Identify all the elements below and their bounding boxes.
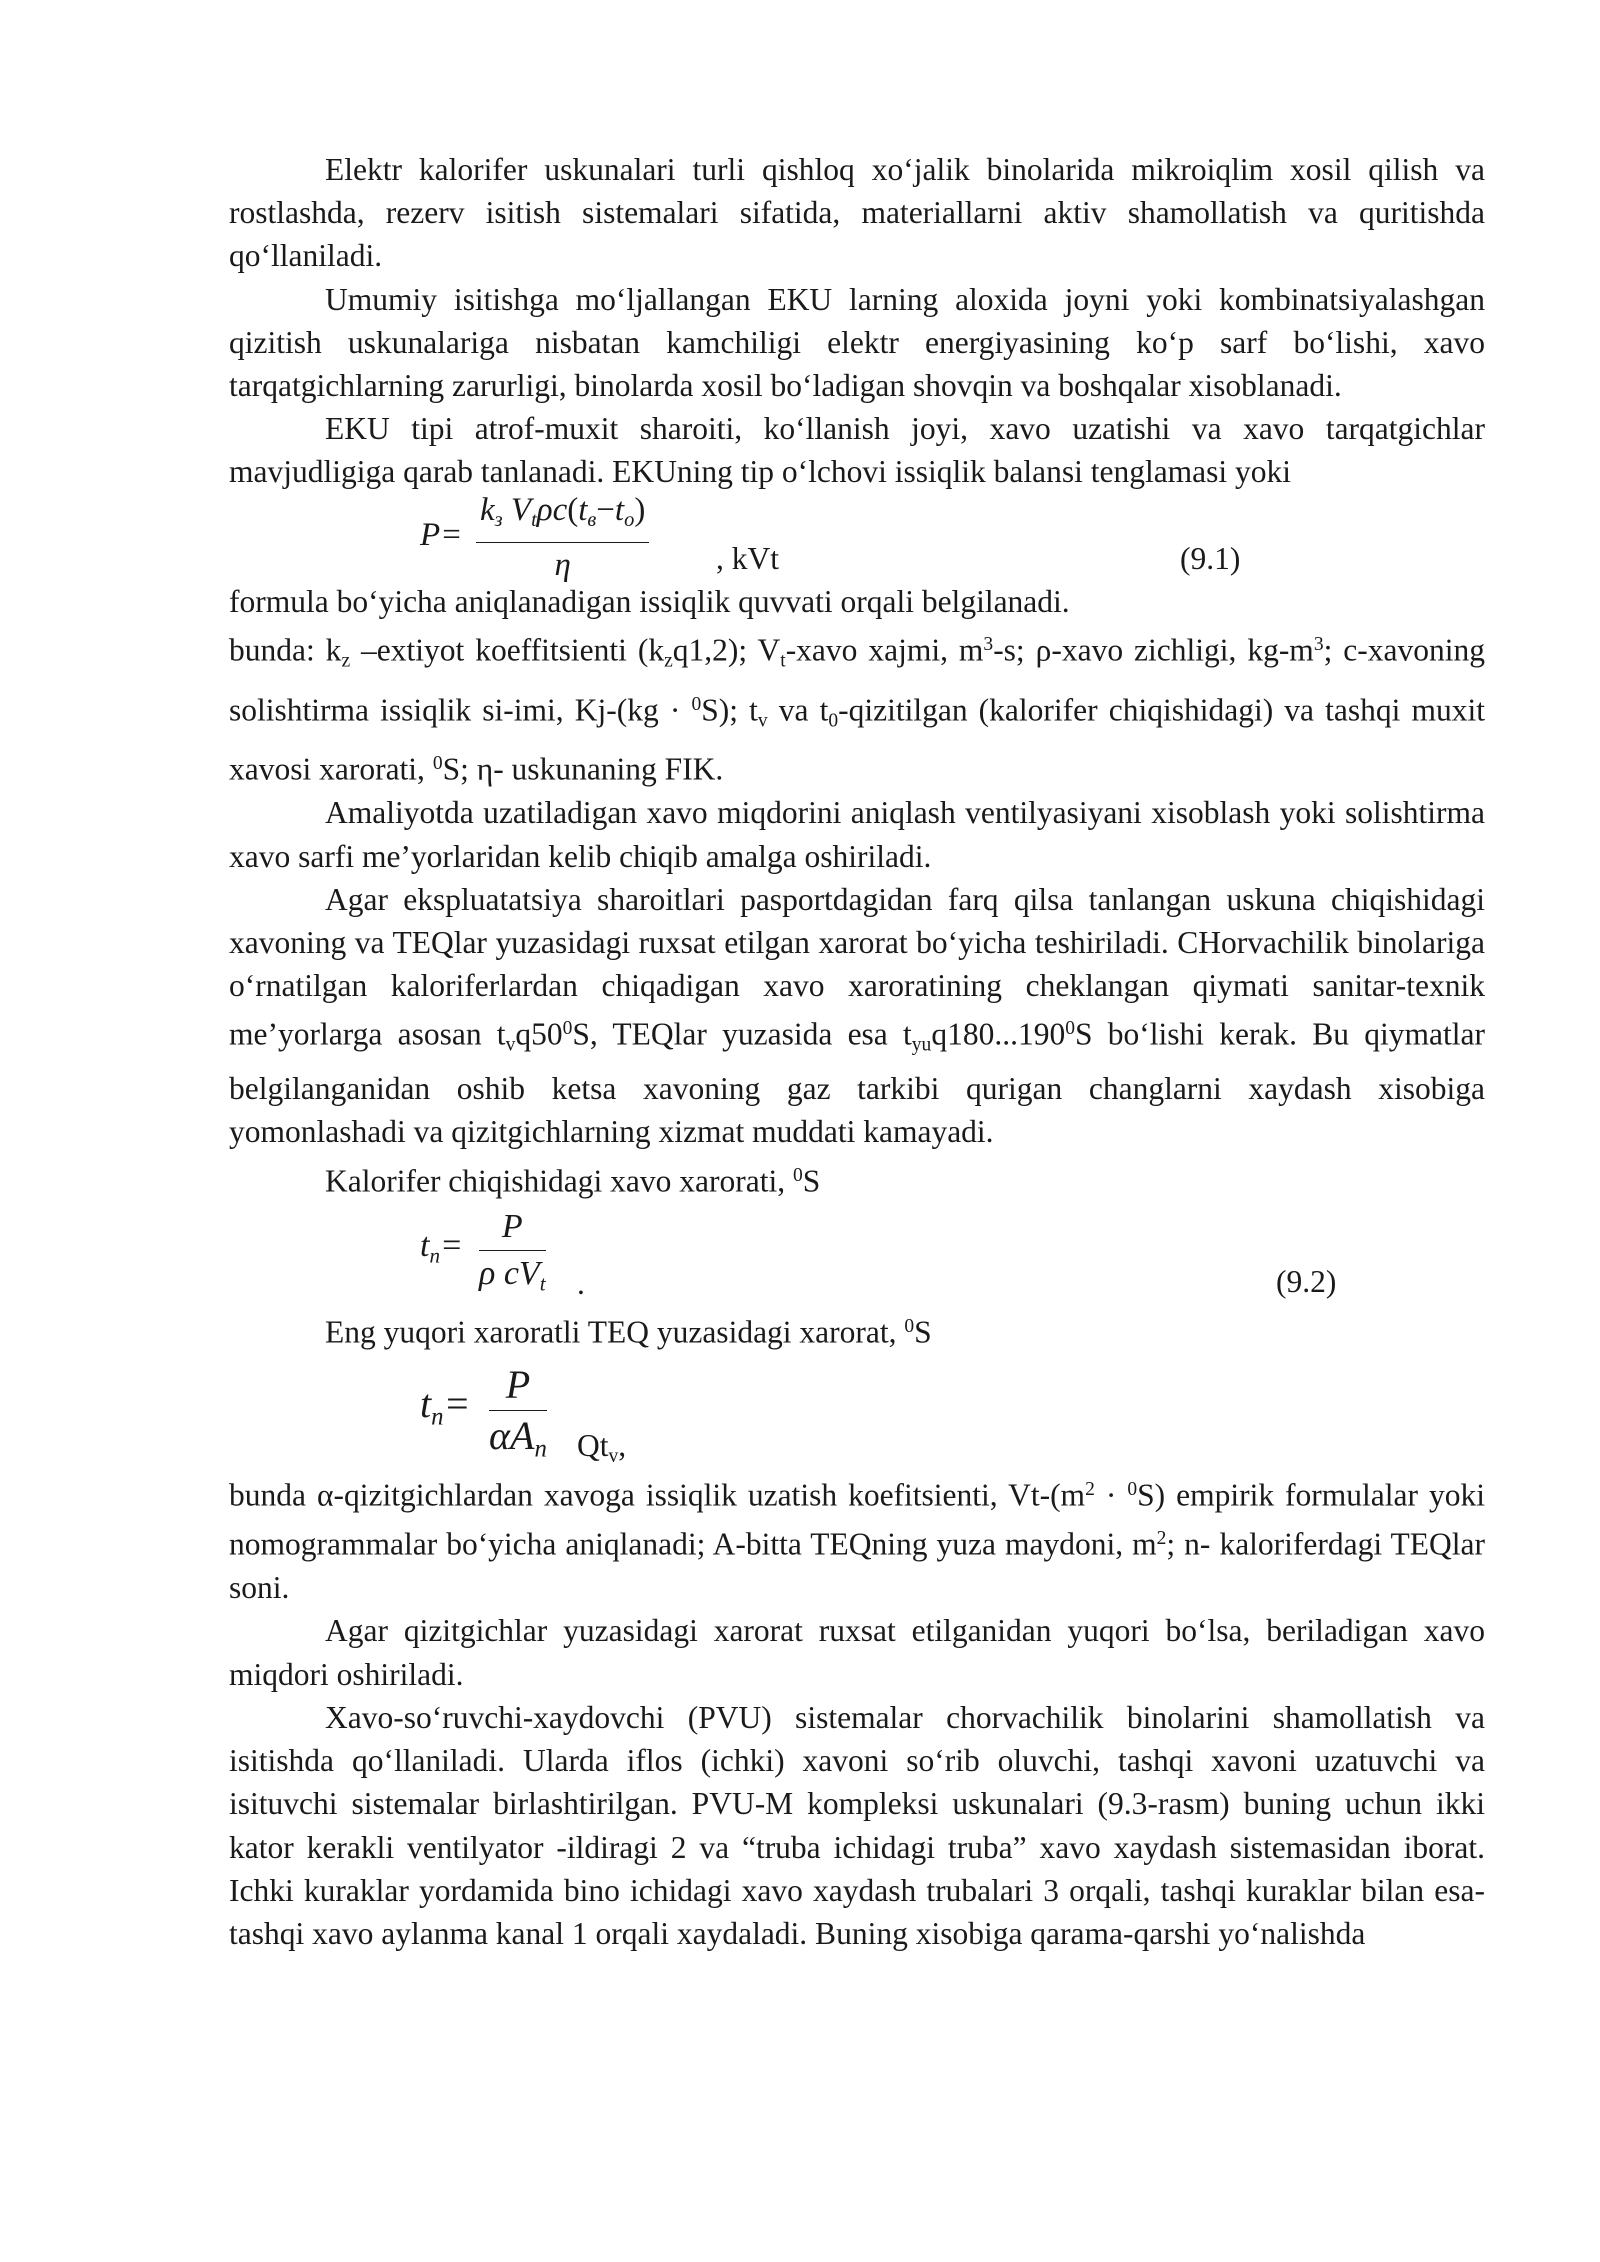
var-k: k (480, 491, 495, 528)
paragraph-8: Kalorifer chiqishidagi xavo xarorati, $^0$S (325, 1163, 821, 1199)
formula-9-2-number: (9.2) (1276, 1264, 1337, 1300)
paragraph-6: Amaliyotda uzatiladigan xavo miqdorini aniqlash ventilyasiyani xisoblash yoki solishtirma xavo sarfi me’yorlaridan kelib chiqib amalga oshiriladi. (229, 795, 1485, 874)
var-t-o-sub: о (624, 508, 635, 531)
formula-3-tail: $Qt_v$, (577, 1428, 627, 1468)
formula-9-2-denominator: ρ $cV_t$ (479, 1255, 546, 1296)
var-t-v-sub: в (587, 508, 597, 531)
formula-9-1-unit: , kVt (716, 540, 779, 576)
paren-left: ( (567, 491, 579, 528)
formula-9-1-fraction (476, 488, 649, 587)
minus-sign: − (596, 491, 615, 528)
var-t-v: t (578, 491, 588, 528)
paragraph-5: bunda: $k_z$ –extiyot koeffitsienti $(k_zq1,2)$; $V_t$-xavo xajmi, $m^3-s$; ρ-xavo zichligi, $kg-m^3$; c-xavoning solishtirma issiqlik si-imi, Kj-(kg · $^0$S); $t_v$ va $t_0$-qizitilgan (kalorifer chiqishidagi) va tashqi muxit xavosi xarorati, $^0$S; η- uskunaning FIK. (229, 632, 1486, 788)
paragraph-11: Agar qizitgichlar yuzasidagi xarorat ruxsat etilganidan yuqori bo‘lsa, beriladigan xavo miqdori oshiriladi. (229, 1613, 1485, 1692)
paragraph-12: Xavo-so‘ruvchi-xaydovchi (PVU) sistemalar chorvachilik binolarini shamollatish va isitishda qo‘llaniladi. Ularda iflos (ichki) xavoni so‘rib oluvchi, tashqi xavoni uzatuvchi va isituvchi sistemalar birlashtirilgan. PVU-M kompleksi uskunalari (9.3-rasm) buning uchun ikki kator kerakli ventilyator -ildiragi 2 va “truba ichidagi truba” xavo xaydash sistemasidan iborat. Ichki kuraklar yordamida bino ichidagi xavo xaydash trubalari 3 orqali, tashqi kuraklar bilan esa-tashqi xavo aylanma kanal 1 orqali xaydaladi. Buning xisobiga qarama-qarshi yo‘nalishda (229, 1699, 1485, 1951)
var-rho-c: ρc (536, 491, 568, 528)
paragraph-10: bunda α-qizitgichlardan xavoga issiqlik uzatish koefitsienti, $Vt-(m^2 \cdot ^0S)$ empirik formulalar yoki nomogrammalar bo‘yicha aniqlanadi; A-bitta TEQning yuza maydoni, $m^2$; n- kaloriferdagi TEQlar soni. (229, 1478, 1486, 1606)
paragraph-1: Elektr kalorifer uskunalari turli qishloq xo‘jalik binolarida mikroiqlim xosil qilish va rostlashda, rezerv isitish sistemalari sifatida, materiallarni aktiv shamollatish va quritishda qo‘llaniladi. (229, 152, 1485, 274)
paren-right: ) (634, 491, 646, 528)
document-page (229, 148, 1485, 1955)
formula-t-n-teq (229, 1354, 1485, 1468)
paragraph-2: Umumiy isitishga mo‘ljallangan EKU larning aloxida joyni yoki kombinatsiyalashgan qizitish uskunalariga nisbatan kamchiligi elektr energiyasining ko‘p sarf bo‘lishi, xavo tarqatgichlarning zarurligi, binolarda xosil bo‘ladigan shovqin va boshqalar xisoblanadi. (229, 281, 1485, 404)
formula-3-numerator: P (489, 1360, 547, 1411)
paragraph-7: Agar ekspluatatsiya sharoitlari pasportdagidan farq qilsa tanlangan uskuna chiqishidagi xavoning va TEQlar yuzasidagi ruxsat etilgan xarorat bo‘yicha teshiriladi. CHorvachilik binolariga o‘rnatilgan kaloriferlardan chiqadigan xavo xaroratining cheklangan qiymati sanitar-texnik me’yorlarga asosan $t_vq50^0S$, TEQlar yuzasida esa $t_{yu}q180...190^0S$ bo‘lishi kerak. Bu qiymatlar belgilanganidan oshib ketsa xavoning gaz tarkibi qurigan changlarni xaydash xisobiga yomonlashadi va qizitgichlarning xizmat muddati kamayadi. (229, 881, 1485, 1150)
var-k-sub: з (494, 508, 503, 531)
formula-3-fraction (489, 1360, 547, 1474)
formula-9-2-numerator: P (479, 1204, 546, 1251)
paragraph-9: Eng yuqori xaroratli TEQ yuzasidagi xarorat, $^0$S (325, 1315, 932, 1351)
formula-9-1 (229, 491, 1485, 583)
formula-9-2-fraction (479, 1204, 546, 1306)
formula-9-1-number: (9.1) (1180, 540, 1241, 576)
var-v-sub: t (531, 508, 537, 531)
formula-3-lhs: $t_n=$ (420, 1381, 471, 1431)
formula-9-2 (229, 1202, 1485, 1305)
paragraph-3: EKU tipi atrof-muxit sharoiti, ko‘llanish joyi, xavo uzatishi va xavo tarqatgichlar mavjudligiga qarab tanlanadi. EKUning tip o‘lchovi issiqlik balansi tenglamasi yoki (229, 411, 1485, 490)
formula-3-denominator: $\alpha A_n$ (489, 1413, 547, 1463)
formula-9-2-tail: . (577, 1266, 585, 1302)
formula-9-1-denominator: η (554, 546, 571, 583)
formula-9-2-lhs: $t_n=$ (420, 1227, 463, 1268)
formula-9-1-numerator (476, 488, 649, 543)
formula-9-1-lhs: P= (420, 516, 463, 553)
var-v: V (510, 491, 532, 528)
var-t-o: t (614, 491, 625, 528)
paragraph-4: formula bo‘yicha aniqlanadigan issiqlik quvvati orqali belgilanadi. (229, 583, 1070, 619)
